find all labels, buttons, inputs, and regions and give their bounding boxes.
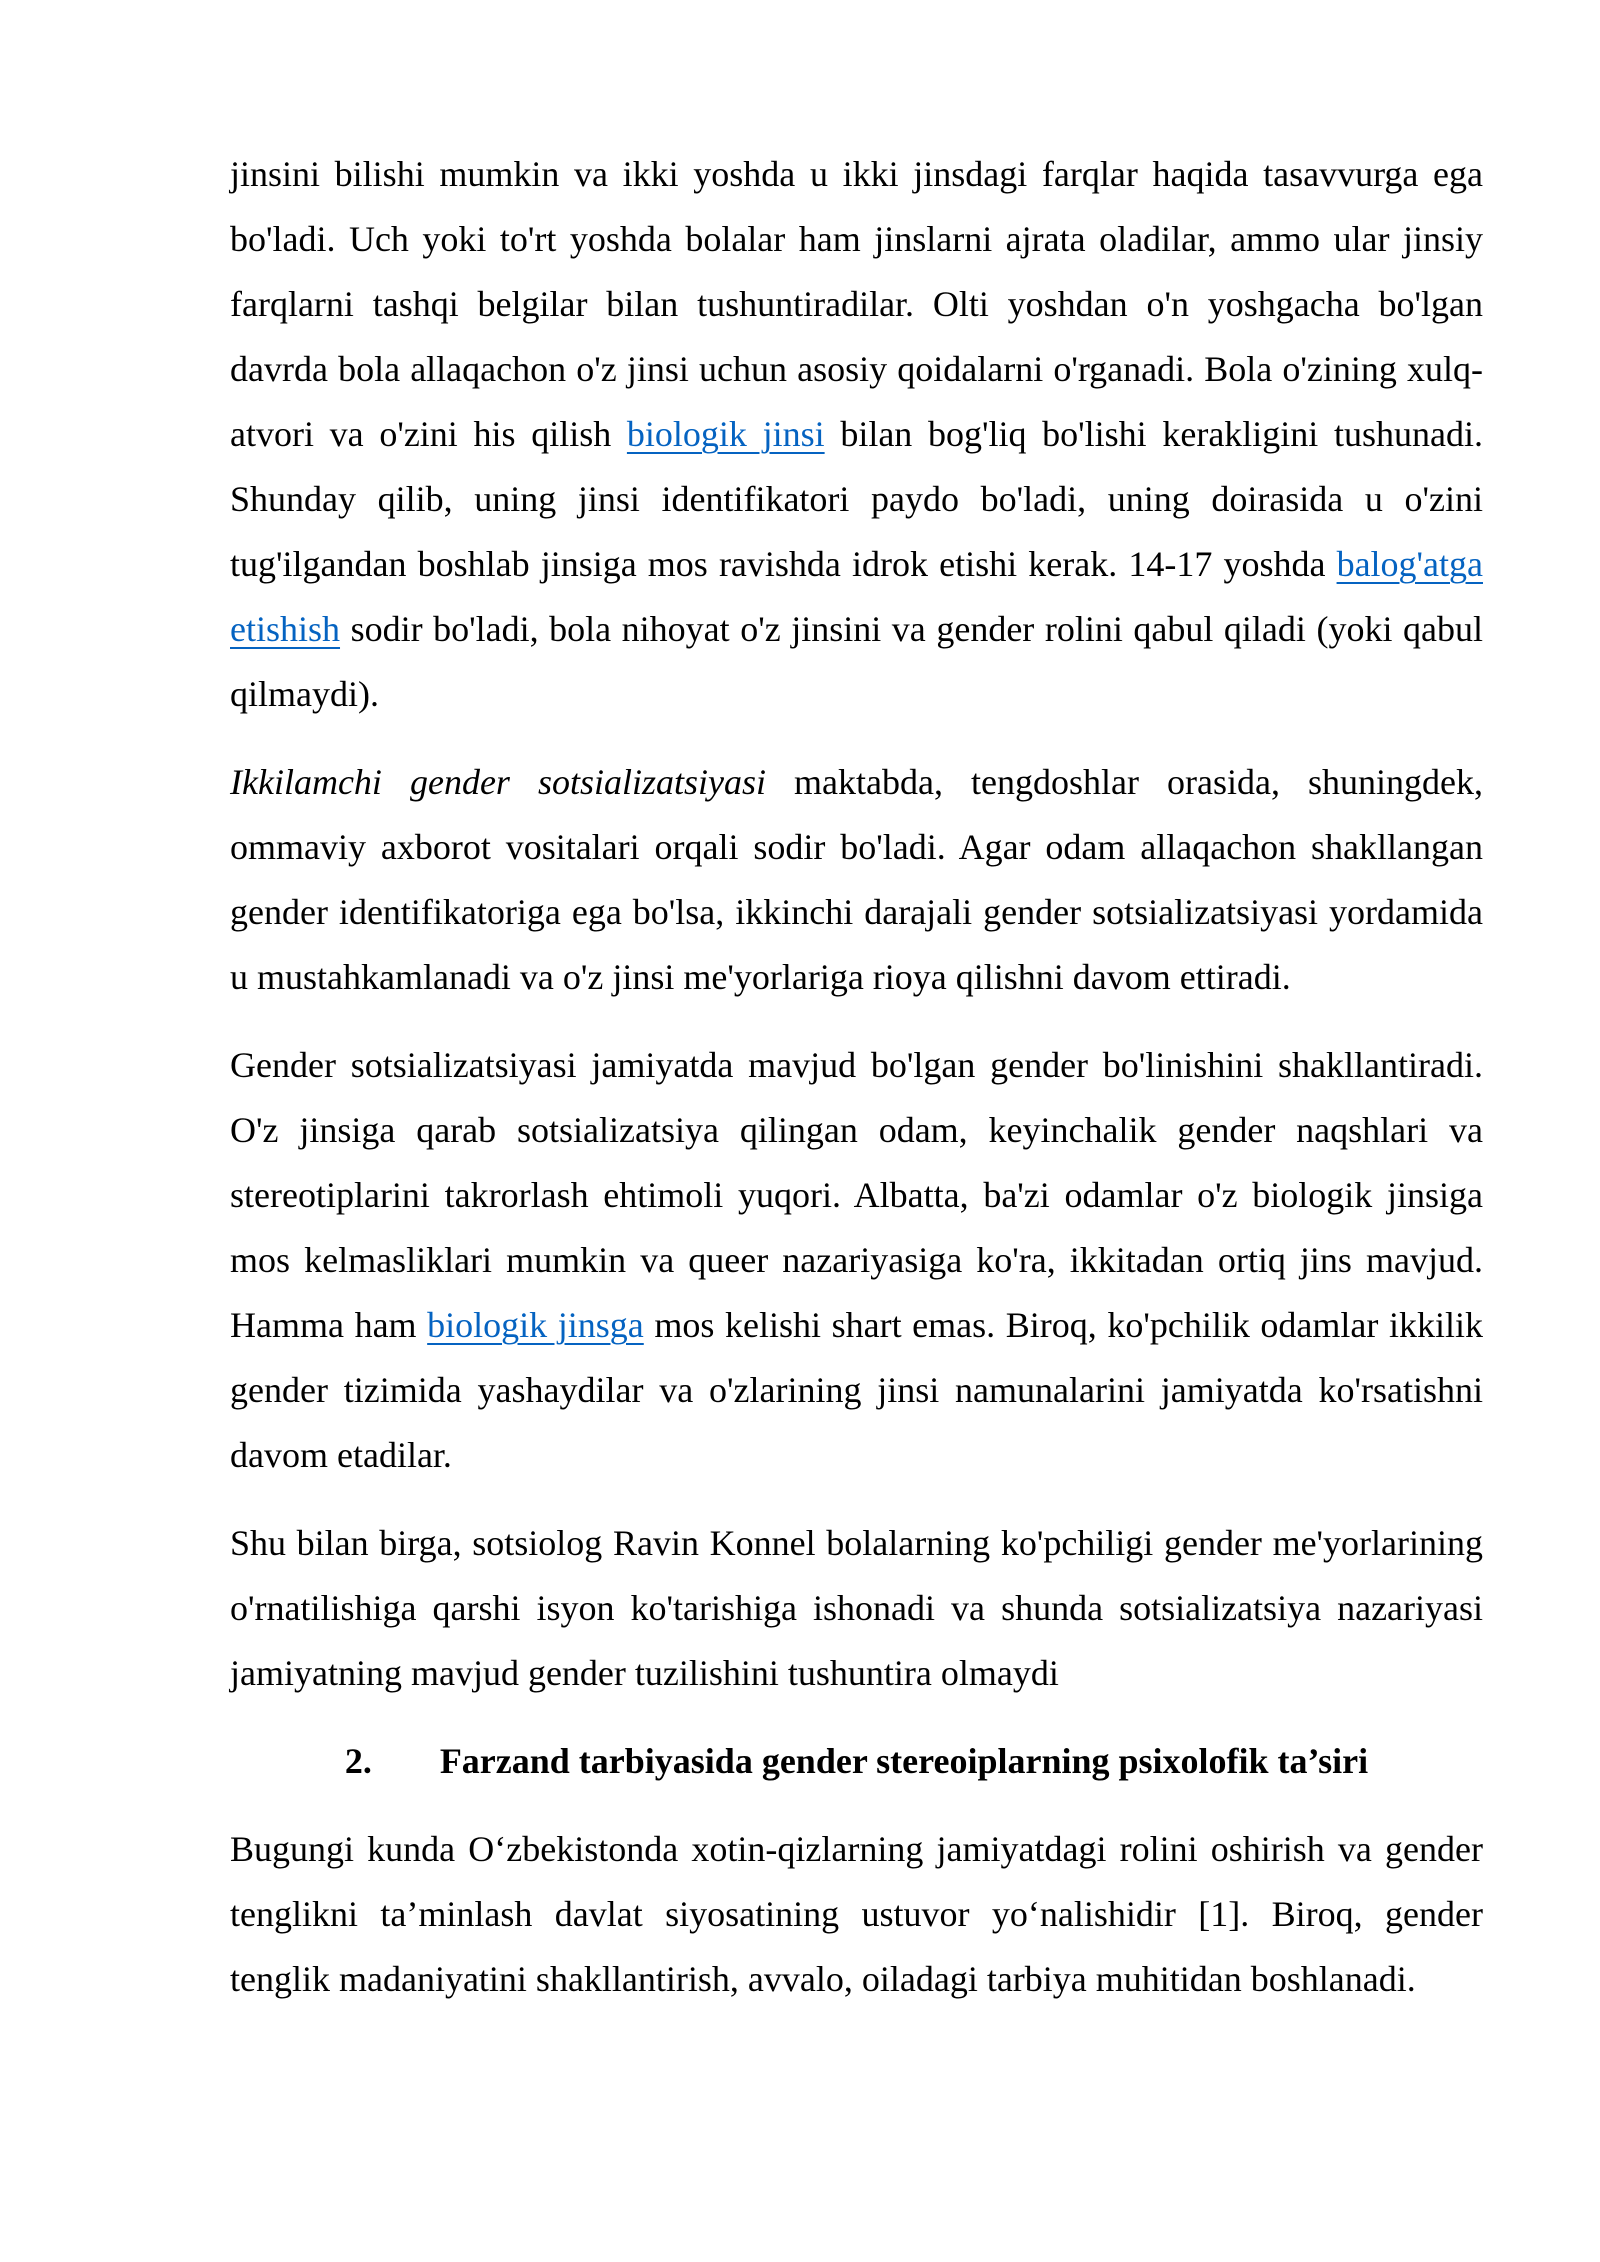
- paragraph-gender-identity: [230, 142, 1483, 727]
- hyperlink[interactable]: biologik jinsi: [626, 414, 825, 454]
- body-text: Bugungi kunda O‘zbekistonda xotin-qizlarning jamiyatdagi rolini oshirish va gender tenglikni ta’minlash davlat siyosatining ustuvor yo‘nalishidir [1]. Biroq, gender tenglik madaniyatini shakllantirish, avvalo, oiladagi tarbiya muhitidan boshlanadi.: [230, 1829, 1483, 1999]
- body-text: mos kelishi shart emas. Biroq, ko'pchilik odamlar ikkilik gender tizimida yashaydilar va o'zlarining jinsi namunalarini jamiyatda ko'rsatishni davom etadilar.: [230, 1305, 1483, 1475]
- paragraph-secondary-socialization: [230, 750, 1483, 1010]
- paragraph-connell: [230, 1511, 1483, 1706]
- section-heading: [230, 1729, 1483, 1794]
- body-text: sodir bo'ladi, bola nihoyat o'z jinsini va gender rolini qabul qiladi (yoki qabul qilmaydi).: [230, 609, 1483, 714]
- document-body: [230, 142, 1483, 2012]
- body-text: bilan bog'liq bo'lishi kerakligini tushunadi. Shunday qilib, uning jinsi identifikatori paydo bo'ladi, uning doirasida u o'zini tug'ilgandan boshlab jinsiga mos ravishda idrok etishi kerak. 14-17 yoshda: [230, 414, 1483, 584]
- hyperlink[interactable]: balog'atga etishish: [230, 544, 1483, 649]
- hyperlink[interactable]: biologik jinsga: [427, 1305, 644, 1345]
- body-text: maktabda, tengdoshlar orasida, shuningdek, ommaviy axborot vositalari orqali sodir bo'ladi. Agar odam allaqachon shakllangan gender identifikatoriga ega bo'lsa, ikkinchi darajali gender sotsializatsiyasi yordamida u mustahkamlanadi va o'z jinsi me'yorlariga rioya qilishni davom ettiradi.: [230, 762, 1483, 997]
- body-text: Shu bilan birga, sotsiolog Ravin Konnel bolalarning ko'pchiligi gender me'yorlarining o'rnatilishiga qarshi isyon ko'tarishiga ishonadi va shunda sotsializatsiya nazariyasi jamiyatning mavjud gender tuzilishini tushuntira olmaydi: [230, 1523, 1483, 1693]
- heading-number: 2.: [344, 1741, 372, 1781]
- body-text: Gender sotsializatsiyasi jamiyatda mavjud bo'lgan gender bo'linishini shakllantiradi. O'z jinsiga qarab sotsializatsiya qilingan odam, keyinchalik gender naqshlari va stereotiplarini takrorlash ehtimoli yuqori. Albatta, ba'zi odamlar o'z biologik jinsiga mos kelmasliklari mumkin va queer nazariyasiga ko'ra, ikkitadan ortiq jins mavjud. Hamma ham: [230, 1045, 1483, 1345]
- paragraph-gender-division: [230, 1033, 1483, 1488]
- body-text: jinsini bilishi mumkin va ikki yoshda u ikki jinsdagi farqlar haqida tasavvurga ega bo'ladi. Uch yoki to'rt yoshda bolalar ham jinslarni ajrata oladilar, ammo ular jinsiy farqlarni tashqi belgilar bilan tushuntiradilar. Olti yoshdan o'n yoshgacha bo'lgan davrda bola allaqachon o'z jinsi uchun asosiy qoidalarni o'rganadi. Bola o'zining xulq-atvori va o'zini his qilish: [230, 154, 1483, 454]
- italic-text: Ikkilamchi gender sotsializatsiyasi: [230, 762, 767, 802]
- heading-text: Farzand tarbiyasida gender stereoiplarning psixolofik ta’siri: [439, 1741, 1369, 1781]
- paragraph-uzbekistan-policy: [230, 1817, 1483, 2012]
